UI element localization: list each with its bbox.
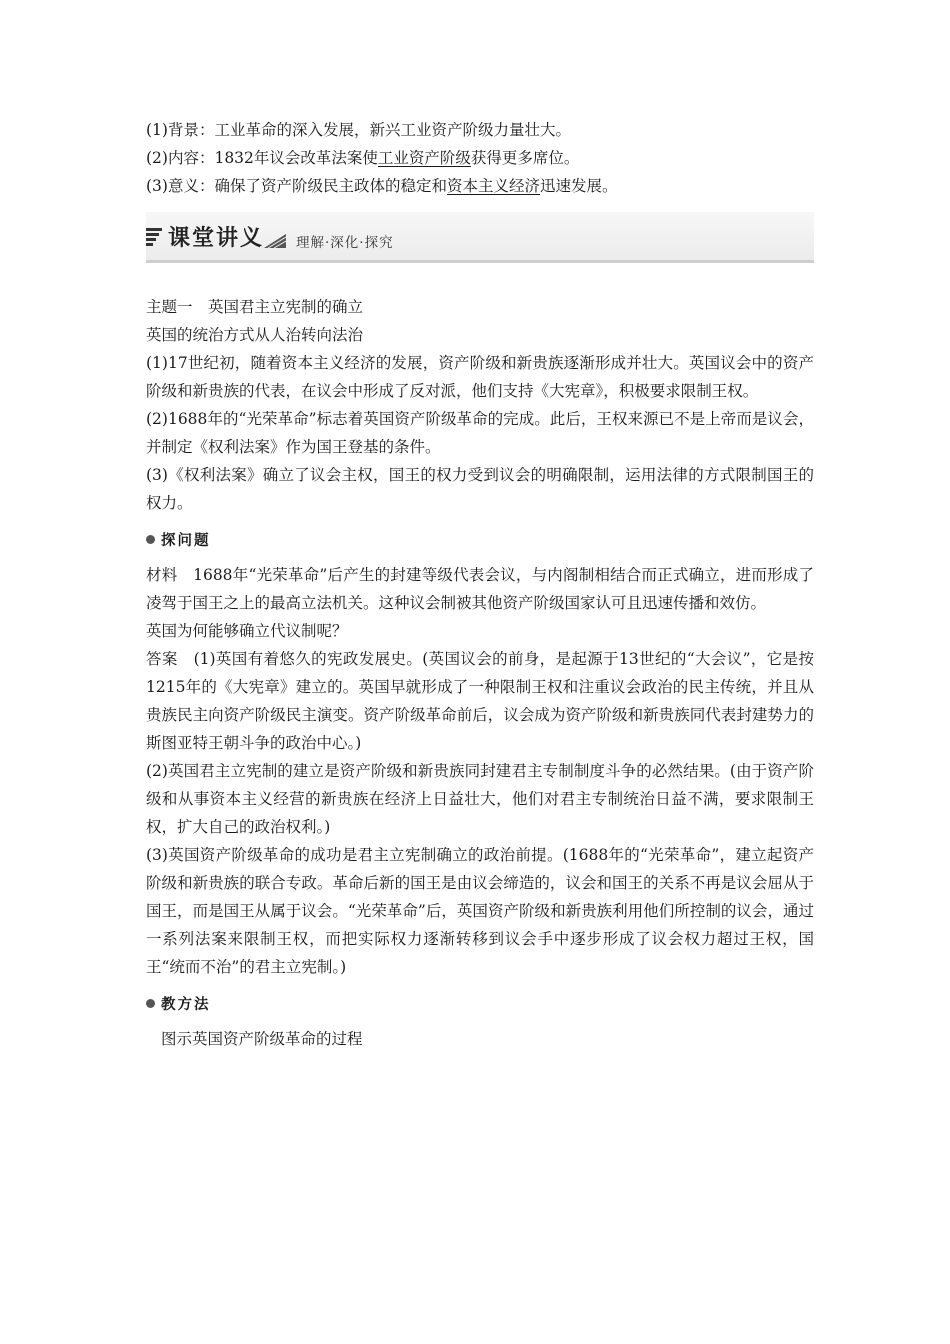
bullet-icon [146,999,155,1008]
section-banner [146,212,814,263]
intro-list [146,116,814,200]
wedge-icon [264,234,286,248]
question-text: 英国为何能够确立代议制呢？ [146,622,348,640]
bullet-icon [146,535,155,544]
stripes-icon [146,228,162,246]
intro-item-content: (2)内容：1832年议会改革法案使工业资产阶级获得更多席位。 [146,149,580,167]
material-text: 材料 1688年“光荣革命”后产生的封建等级代表会议，与内阁制相结合而正式确立，进而形成了凌驾于国王之上的最高立法机关。这种议会制被其他资产阶级国家认可且迅速传播和效仿。 [146,566,814,612]
intro-item-significance: (3)意义：确保了资产阶级民主政体的稳定和资本主义经济迅速发展。 [146,177,618,195]
method-heading: 教方法 [146,991,814,1019]
document-page [146,116,814,1053]
banner-subtitle: 理解·深化·探究 [296,235,394,251]
underlined-term: 工业资产阶级 [377,149,471,167]
topic-point: (3)《权利法案》确立了议会主权，国王的权力受到议会的明确限制，运用法律的方式限制国王的权力。 [146,466,814,512]
explore-heading: 探问题 [146,527,814,555]
topic-title: 主题一 英国君主立宪制的确立 [146,298,364,316]
topic-point: (1)17世纪初，随着资本主义经济的发展，资产阶级和新贵族逐渐形成并壮大。英国议会中的资产阶级和新贵族的代表，在议会中形成了反对派，他们支持《大宪章》，积极要求限制王权。 [146,354,814,400]
intro-item-background: (1)背景：工业革命的深入发展，新兴工业资产阶级力量壮大。 [146,121,571,139]
topic-subtitle: 英国的统治方式从人治转向法治 [146,326,364,344]
method-text: 图示英国资产阶级革命的过程 [161,1030,363,1048]
answer-paragraph: (3)英国资产阶级革命的成功是君主立宪制确立的政治前提。(1688年的“光荣革命”，建立起资产阶级和新贵族的联合专政。革命后新的国王是由议会缔造的，议会和国王的关系不再是议会屈从于国王，而是国王从属于议会。“光荣革命”后，英国资产阶级和新贵族利用他们所控制的议会，通过一系列法案来限制王权，而把实际权力逐渐转移到议会手中逐步形成了议会权力超过王权，国王“统而不治”的君主立宪制。) [146,846,814,976]
answer-paragraph: (2)英国君主立宪制的建立是资产阶级和新贵族同封建君主专制制度斗争的必然结果。(由于资产阶级和从事资本主义经营的新贵族在经济上日益壮大，他们对君主专制统治日益不满，要求限制王权，扩大自己的政治权利。) [146,762,814,836]
answer-paragraph: 答案 (1)英国有着悠久的宪政发展史。(英国议会的前身，是起源于13世纪的“大会议”，它是按1215年的《大宪章》建立的。英国早就形成了一种限制王权和注重议会政治的民主传统，并且从贵族民主向资产阶级民主演变。资产阶级革命前后，议会成为资产阶级和新贵族同代表封建势力的斯图亚特王朝斗争的政治中心。) [146,650,814,752]
banner-title: 课堂讲义 [168,226,265,251]
topic-section [146,293,814,517]
underlined-term: 资本主义经济 [446,177,540,195]
explore-section [146,561,814,981]
topic-point: (2)1688年的“光荣革命”标志着英国资产阶级革命的完成。此后，王权来源已不是上帝而是议会，并制定《权利法案》作为国王登基的条件。 [146,410,814,456]
